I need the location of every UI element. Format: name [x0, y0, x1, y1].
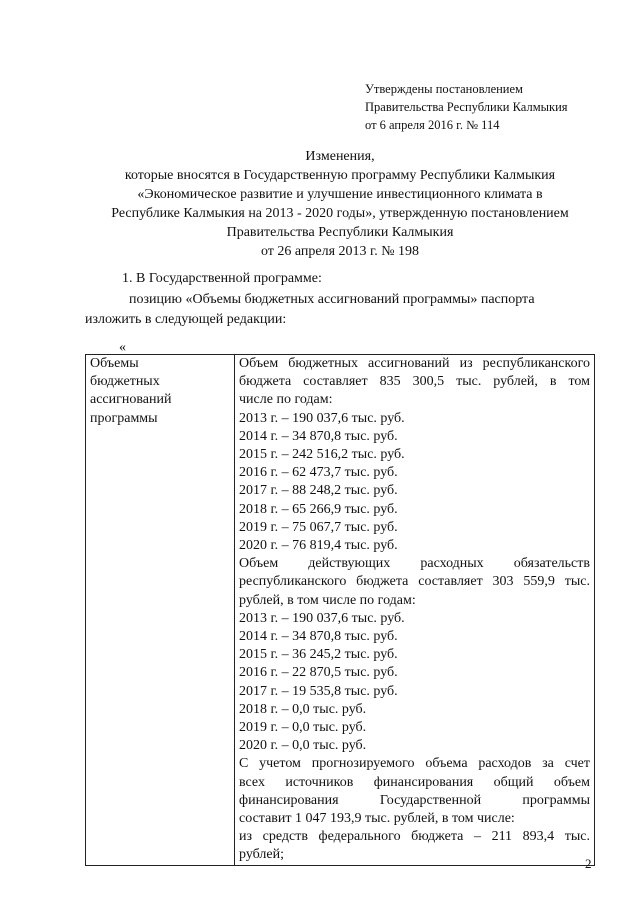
- year-amount: 2017 г. – 88 248,2 тыс. руб.: [239, 483, 398, 499]
- approval-line: Утверждены постановлением: [365, 82, 523, 96]
- label-cell: [86, 355, 235, 866]
- year-amount: 2014 г. – 34 870,8 тыс. руб.: [239, 428, 398, 444]
- label-line: программы: [90, 410, 158, 426]
- year-amount: 2019 г. – 75 067,7 тыс. руб.: [239, 519, 398, 535]
- year-amount: 2019 г. – 0,0 тыс. руб.: [239, 720, 367, 736]
- year-amount: 2020 г. – 0,0 тыс. руб.: [239, 738, 367, 754]
- year-amount: 2018 г. – 65 266,9 тыс. руб.: [239, 501, 398, 517]
- text-line: Объем бюджетных ассигнований из республиканского: [239, 356, 590, 371]
- title-line: которые вносятся в Государственную программу Республики Калмыкия: [124, 168, 556, 183]
- text-line: рублей, в том числе по годам:: [239, 592, 416, 608]
- title-line: Правительства Республики Калмыкия: [226, 225, 454, 240]
- text-line: бюджета составляет 835 300,5 тыс. рублей, в том: [239, 374, 590, 390]
- text-line: С учетом прогнозируемого объема расходов за счет: [239, 756, 590, 772]
- value-cell: [235, 355, 595, 866]
- year-amount: 2014 г. – 34 870,8 тыс. руб.: [239, 629, 398, 645]
- year-amount: 2013 г. – 190 037,6 тыс. руб.: [239, 610, 405, 626]
- year-amount: 2020 г. – 76 819,4 тыс. руб.: [239, 538, 398, 554]
- budget-table: [85, 354, 595, 866]
- document-title: [70, 147, 610, 261]
- title-line: Изменения,: [305, 149, 375, 164]
- table-row: [86, 355, 595, 866]
- year-amount: 2016 г. – 62 473,7 тыс. руб.: [239, 465, 398, 481]
- year-amount: 2018 г. – 0,0 тыс. руб.: [239, 701, 367, 717]
- year-amount: 2013 г. – 190 037,6 тыс. руб.: [239, 410, 405, 426]
- text-line: рублей;: [239, 847, 284, 863]
- text-line: числе по годам:: [239, 392, 333, 408]
- label-line: Объемы: [90, 356, 139, 371]
- year-amount: 2015 г. – 242 516,2 тыс. руб.: [239, 447, 405, 463]
- year-amount: 2017 г. – 19 535,8 тыс. руб.: [239, 683, 398, 699]
- opening-quote: «: [119, 340, 126, 355]
- text-line: Объем действующих расходных обязательств: [239, 556, 590, 572]
- instruction-line: позицию «Объемы бюджетных ассигнований программы» паспорта: [129, 292, 535, 307]
- year-amount: 2016 г. – 22 870,5 тыс. руб.: [239, 665, 398, 681]
- title-line: «Экономическое развитие и улучшение инвестиционного климата в: [137, 187, 543, 202]
- section-heading: 1. В Государственной программе:: [122, 271, 322, 286]
- label-line: бюджетных: [90, 374, 160, 390]
- title-line: Республике Калмыкия на 2013 - 2020 годы», утвержденную постановлением: [111, 206, 569, 221]
- text-line: составит 1 047 193,9 тыс. рублей, в том числе:: [239, 811, 515, 827]
- label-line: ассигнований: [90, 392, 172, 408]
- approval-stamp: [365, 80, 615, 134]
- text-line: финансирования Государственной программы: [239, 792, 590, 808]
- instruction-line: изложить в следующей редакции:: [85, 312, 287, 327]
- text-line: из средств федерального бюджета – 211 893,4 тыс.: [239, 829, 590, 845]
- approval-line: от 6 апреля 2016 г. № 114: [365, 118, 500, 132]
- title-line: от 26 апреля 2013 г. № 198: [260, 244, 420, 259]
- page-number: 2: [585, 856, 592, 871]
- text-line: всех источников финансирования общий объем: [239, 774, 590, 790]
- year-amount: 2015 г. – 36 245,2 тыс. руб.: [239, 647, 398, 663]
- approval-line: Правительства Республики Калмыкия: [365, 100, 568, 114]
- text-line: республиканского бюджета составляет 303 559,9 тыс.: [239, 574, 590, 590]
